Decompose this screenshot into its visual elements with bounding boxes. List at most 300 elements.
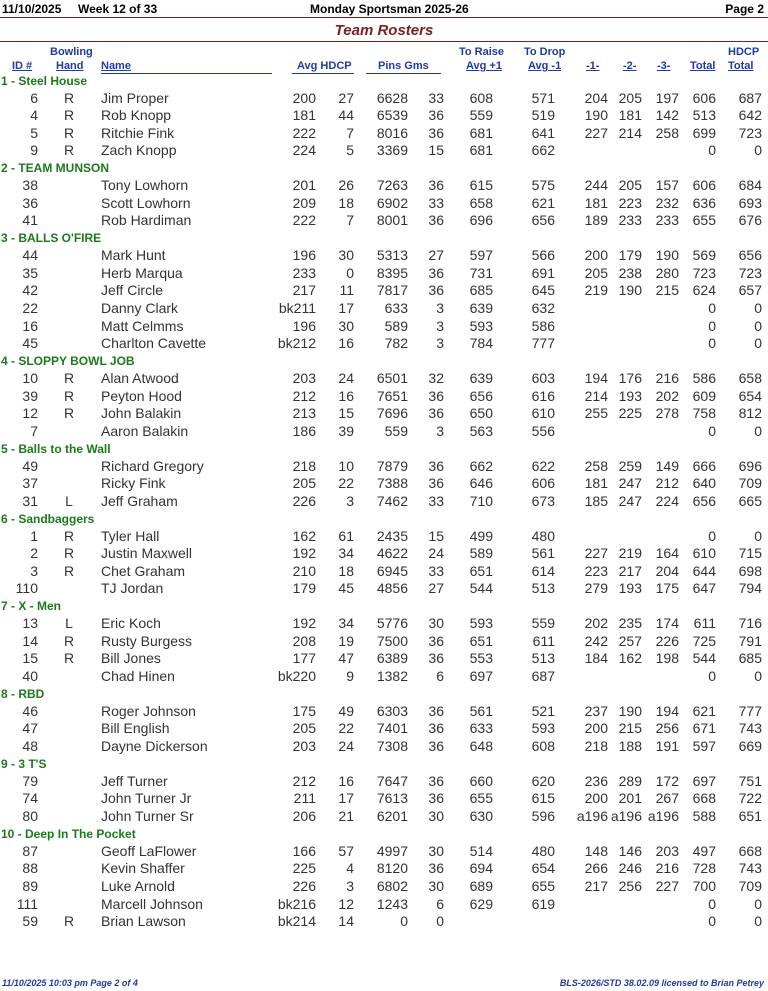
player-pins: 6201 — [376, 807, 408, 824]
player-pins: 5776 — [376, 615, 408, 632]
game-1-score: 255 — [584, 405, 608, 422]
player-id: 88 — [22, 860, 38, 877]
player-games: 36 — [428, 720, 444, 737]
handicap-total: 777 — [738, 702, 762, 719]
player-games: 15 — [428, 527, 444, 544]
player-pins: 3369 — [376, 142, 408, 159]
handicap-total: 656 — [738, 247, 762, 264]
player-id: 41 — [22, 212, 38, 229]
player-name: Ricky Fink — [101, 475, 166, 492]
game-1-score: 204 — [584, 89, 608, 106]
player-name: Scott Lowhorn — [101, 194, 191, 211]
player-row — [0, 843, 768, 861]
player-pins: 7263 — [376, 177, 408, 194]
player-row — [0, 212, 768, 230]
game-2-score: 247 — [618, 492, 642, 509]
game-2-score: 201 — [618, 790, 642, 807]
handicap-total: 687 — [738, 89, 762, 106]
player-handicap: 30 — [338, 247, 354, 264]
player-average: 206 — [292, 807, 316, 824]
to-raise-value: 597 — [469, 247, 493, 264]
col-avg-minus: Avg -1 — [528, 60, 562, 72]
team-header: 3 - BALLS O'FIRE — [1, 231, 102, 246]
player-name: Dayne Dickerson — [101, 738, 208, 754]
player-id: 40 — [22, 668, 38, 685]
player-average: 218 — [292, 457, 316, 474]
game-3-score: 174 — [655, 615, 679, 632]
player-average: 196 — [292, 247, 316, 264]
to-drop-value: 480 — [531, 527, 555, 544]
game-2-score: 246 — [618, 860, 642, 877]
player-pins: 7500 — [376, 632, 408, 649]
player-id: 110 — [15, 580, 38, 597]
player-row — [0, 177, 768, 195]
col-game-3: -3- — [657, 60, 671, 72]
player-games: 6 — [436, 895, 444, 912]
player-id: 48 — [22, 738, 38, 754]
player-row — [0, 265, 768, 283]
player-name: Rob Knopp — [101, 107, 172, 124]
series-total: 588 — [692, 807, 716, 824]
to-raise-value: 639 — [469, 300, 493, 316]
player-name: Zach Knopp — [101, 142, 177, 159]
player-handicap: 34 — [338, 615, 354, 632]
player-id: 39 — [22, 387, 38, 404]
game-2-score: 225 — [618, 405, 642, 422]
to-raise-value: 648 — [469, 738, 493, 754]
player-pins: 7308 — [376, 738, 408, 754]
player-handicap: 0 — [346, 264, 354, 281]
series-total: 636 — [692, 194, 716, 211]
to-raise-value: 563 — [469, 422, 493, 439]
to-raise-value: 646 — [469, 475, 493, 492]
series-total: 697 — [692, 772, 716, 789]
player-row — [0, 370, 768, 388]
player-row — [0, 703, 768, 721]
handicap-total: 651 — [738, 807, 762, 824]
game-1-score: 200 — [584, 247, 608, 264]
game-2-score: 176 — [618, 369, 642, 386]
player-games: 36 — [428, 860, 444, 877]
player-handicap: 3 — [346, 877, 354, 894]
series-total: 597 — [692, 738, 716, 754]
player-handicap: 9 — [346, 668, 354, 685]
to-raise-value: 696 — [469, 212, 493, 229]
player-average: 208 — [292, 632, 316, 649]
game-3-score: 164 — [655, 545, 679, 562]
series-total: 644 — [692, 562, 716, 579]
player-average: bk211 — [278, 300, 316, 316]
series-total: 723 — [692, 264, 716, 281]
player-pins: 6303 — [376, 702, 408, 719]
bowling-hand: R — [63, 387, 75, 404]
game-1-score: 244 — [584, 177, 608, 194]
player-handicap: 17 — [338, 790, 354, 807]
player-average: 162 — [292, 527, 316, 544]
player-name: Charlton Cavette — [101, 335, 207, 352]
player-pins: 8001 — [376, 212, 408, 229]
to-raise-value: 553 — [469, 650, 493, 667]
handicap-total: 684 — [738, 177, 762, 194]
to-raise-value: 561 — [469, 702, 493, 719]
handicap-total: 0 — [754, 300, 762, 316]
game-3-score: 203 — [655, 842, 679, 859]
game-2-score: 215 — [618, 720, 642, 737]
to-drop-value: 480 — [531, 842, 555, 859]
game-3-score: 278 — [655, 405, 679, 422]
player-handicap: 19 — [338, 632, 354, 649]
to-drop-value: 603 — [531, 369, 555, 386]
series-total: 606 — [692, 177, 716, 194]
series-total: 640 — [692, 475, 716, 492]
player-average: 186 — [292, 422, 316, 439]
player-name: Jim Proper — [101, 89, 169, 106]
game-3-score: 194 — [655, 702, 679, 719]
player-handicap: 24 — [338, 369, 354, 386]
to-raise-value: 608 — [469, 89, 493, 106]
bowling-hand: R — [63, 913, 75, 930]
player-row — [0, 282, 768, 300]
player-games: 36 — [428, 282, 444, 299]
player-pins: 7696 — [376, 405, 408, 422]
to-raise-value: 633 — [469, 720, 493, 737]
player-games: 36 — [428, 790, 444, 807]
series-total: 725 — [692, 632, 716, 649]
player-name: Jeff Turner — [101, 772, 168, 789]
player-handicap: 21 — [338, 807, 354, 824]
player-row — [0, 458, 768, 476]
bowling-hand: R — [63, 124, 75, 141]
team-header: 6 - Sandbaggers — [1, 511, 95, 526]
player-games: 0 — [436, 913, 444, 930]
player-id: 38 — [22, 177, 38, 194]
game-1-score: 236 — [584, 772, 608, 789]
team-header: 5 - Balls to the Wall — [1, 441, 111, 456]
player-row — [0, 808, 768, 826]
player-id: 3 — [30, 562, 38, 579]
player-name: Tony Lowhorn — [101, 177, 189, 194]
player-handicap: 5 — [346, 142, 354, 159]
to-raise-value: 694 — [469, 860, 493, 877]
player-average: 217 — [292, 282, 316, 299]
player-handicap: 18 — [338, 562, 354, 579]
handicap-total: 665 — [738, 492, 762, 509]
game-2-score: 193 — [618, 580, 642, 597]
game-1-score: 185 — [584, 492, 608, 509]
player-handicap: 47 — [338, 650, 354, 667]
col-pins-gms: Pins Gms — [378, 60, 429, 72]
player-games: 36 — [428, 475, 444, 492]
game-2-score: 247 — [618, 475, 642, 492]
player-average: 225 — [292, 860, 316, 877]
player-average: 222 — [292, 212, 316, 229]
player-name: Alan Atwood — [101, 369, 179, 386]
team-header: 4 - SLOPPY BOWL JOB — [1, 353, 135, 368]
player-average: 211 — [293, 790, 316, 807]
game-2-score: 223 — [618, 194, 642, 211]
game-3-score: 191 — [655, 738, 679, 754]
player-games: 3 — [436, 422, 444, 439]
player-name: John Turner Sr — [101, 807, 194, 824]
bowling-hand: R — [63, 405, 75, 422]
player-handicap: 16 — [338, 772, 354, 789]
player-pins: 4622 — [376, 545, 408, 562]
game-3-score: 227 — [655, 877, 679, 894]
handicap-total: 0 — [754, 527, 762, 544]
game-1-score: 184 — [584, 650, 608, 667]
player-average: 196 — [292, 317, 316, 334]
handicap-total: 0 — [754, 335, 762, 352]
handicap-total: 698 — [738, 562, 762, 579]
player-id: 59 — [22, 913, 38, 930]
player-handicap: 16 — [338, 335, 354, 352]
player-pins: 4997 — [376, 842, 408, 859]
series-total: 0 — [708, 913, 716, 930]
game-3-score: 258 — [655, 124, 679, 141]
player-average: 233 — [292, 264, 316, 281]
player-average: 203 — [292, 369, 316, 386]
to-drop-value: 561 — [531, 545, 555, 562]
game-1-score: 214 — [584, 387, 608, 404]
handicap-total: 715 — [738, 545, 762, 562]
handicap-total: 723 — [738, 264, 762, 281]
player-id: 14 — [22, 632, 38, 649]
col-avg-plus: Avg +1 — [466, 60, 502, 72]
player-handicap: 57 — [338, 842, 354, 859]
player-pins: 7647 — [376, 772, 408, 789]
player-average: 192 — [292, 545, 316, 562]
player-average: 166 — [292, 842, 316, 859]
to-drop-value: 615 — [531, 790, 555, 807]
header-rule — [0, 17, 768, 18]
to-raise-value: 499 — [469, 527, 493, 544]
player-row — [0, 388, 768, 406]
player-name: Bill Jones — [101, 650, 161, 667]
player-handicap: 34 — [338, 545, 354, 562]
player-handicap: 61 — [338, 527, 354, 544]
player-row — [0, 720, 768, 738]
to-drop-value: 777 — [531, 335, 555, 352]
bowling-hand: R — [63, 650, 75, 667]
player-games: 27 — [428, 580, 444, 597]
series-total: 569 — [692, 247, 716, 264]
game-2-score: 235 — [618, 615, 642, 632]
player-pins: 7462 — [376, 492, 408, 509]
to-drop-value: 611 — [532, 632, 555, 649]
game-1-score: 266 — [584, 860, 608, 877]
player-average: 200 — [292, 89, 316, 106]
player-id: 44 — [22, 247, 38, 264]
player-id: 7 — [30, 422, 38, 439]
game-3-score: 142 — [655, 107, 679, 124]
player-id: 35 — [22, 264, 38, 281]
player-name: Jeff Graham — [101, 492, 178, 509]
player-handicap: 30 — [338, 317, 354, 334]
col-hdcp: HDCP — [728, 46, 760, 58]
player-games: 24 — [428, 545, 444, 562]
bowling-hand: R — [63, 107, 75, 124]
series-total: 0 — [708, 335, 716, 352]
player-row — [0, 650, 768, 668]
to-drop-value: 559 — [531, 615, 555, 632]
game-2-score: 219 — [618, 545, 642, 562]
handicap-total: 791 — [738, 632, 762, 649]
player-handicap: 17 — [338, 300, 354, 316]
game-2-score: 205 — [618, 89, 642, 106]
series-total: 655 — [692, 212, 716, 229]
handicap-total: 658 — [738, 369, 762, 386]
player-id: 42 — [22, 282, 38, 299]
to-raise-value: 639 — [469, 369, 493, 386]
player-average: 213 — [292, 405, 316, 422]
to-drop-value: 620 — [531, 772, 555, 789]
game-2-score: 256 — [618, 877, 642, 894]
player-pins: 559 — [384, 422, 408, 439]
player-handicap: 14 — [338, 913, 354, 930]
game-3-score: 267 — [655, 790, 679, 807]
player-games: 33 — [428, 194, 444, 211]
player-name: Chad Hinen — [101, 668, 175, 685]
player-handicap: 27 — [338, 89, 354, 106]
to-drop-value: 566 — [531, 247, 555, 264]
to-raise-value: 658 — [469, 194, 493, 211]
player-games: 36 — [428, 387, 444, 404]
to-drop-value: 673 — [531, 492, 555, 509]
player-pins: 6389 — [376, 650, 408, 667]
player-average: 212 — [292, 387, 316, 404]
series-total: 656 — [692, 492, 716, 509]
player-name: Matt Celmms — [101, 317, 184, 334]
player-handicap: 16 — [338, 387, 354, 404]
game-3-score: 280 — [655, 264, 679, 281]
game-1-score: 223 — [584, 562, 608, 579]
player-average: 192 — [292, 615, 316, 632]
series-total: 700 — [692, 877, 716, 894]
series-total: 666 — [692, 457, 716, 474]
player-name: Rusty Burgess — [101, 632, 193, 649]
player-pins: 7613 — [376, 790, 408, 807]
series-total: 758 — [692, 405, 716, 422]
player-row — [0, 528, 768, 546]
col-id: ID # — [12, 60, 33, 72]
player-name: TJ Jordan — [101, 580, 164, 597]
game-2-score: a196 — [610, 807, 642, 824]
handicap-total: 0 — [754, 422, 762, 439]
player-games: 36 — [428, 405, 444, 422]
game-3-score: 202 — [655, 387, 679, 404]
player-name: Mark Hunt — [101, 247, 166, 264]
game-3-score: 233 — [655, 212, 679, 229]
player-row — [0, 335, 768, 353]
player-games: 36 — [428, 107, 444, 124]
player-handicap: 12 — [338, 895, 354, 912]
player-id: 9 — [30, 142, 38, 159]
to-drop-value: 593 — [531, 720, 555, 737]
player-average: 224 — [292, 142, 316, 159]
to-raise-value: 593 — [469, 615, 493, 632]
to-raise-value: 650 — [469, 405, 493, 422]
to-raise-value: 559 — [469, 107, 493, 124]
player-games: 3 — [436, 335, 444, 352]
player-id: 15 — [22, 650, 38, 667]
to-raise-value: 710 — [469, 492, 493, 509]
game-2-score: 193 — [618, 387, 642, 404]
player-row — [0, 423, 768, 441]
to-drop-value: 622 — [531, 457, 555, 474]
player-id: 111 — [16, 895, 38, 912]
player-handicap: 3 — [346, 492, 354, 509]
game-1-score: 200 — [584, 720, 608, 737]
series-total: 611 — [693, 615, 716, 632]
player-average: 201 — [292, 177, 316, 194]
handicap-total: 685 — [738, 650, 762, 667]
player-pins: 5313 — [376, 247, 408, 264]
to-raise-value: 662 — [469, 457, 493, 474]
game-3-score: 256 — [655, 720, 679, 737]
game-1-score: 217 — [584, 877, 608, 894]
series-total: 699 — [692, 124, 716, 141]
player-handicap: 10 — [338, 457, 354, 474]
player-average: 222 — [292, 124, 316, 141]
player-row — [0, 90, 768, 108]
player-pins: 6802 — [376, 877, 408, 894]
player-id: 36 — [22, 194, 38, 211]
name-underline — [101, 73, 272, 74]
player-handicap: 22 — [338, 720, 354, 737]
series-total: 0 — [708, 142, 716, 159]
player-name: Marcell Johnson — [101, 895, 203, 912]
handicap-total: 669 — [738, 738, 762, 754]
player-average: 203 — [292, 738, 316, 754]
pins-gms-underline — [366, 73, 441, 74]
player-pins: 2435 — [376, 527, 408, 544]
player-id: 16 — [22, 317, 38, 334]
handicap-total: 668 — [738, 842, 762, 859]
player-id: 80 — [22, 807, 38, 824]
player-average: 175 — [292, 702, 316, 719]
player-average: bk216 — [277, 895, 316, 912]
col-bowling: Bowling — [50, 46, 93, 58]
player-average: 226 — [292, 492, 316, 509]
player-id: 74 — [22, 790, 38, 807]
player-games: 30 — [428, 615, 444, 632]
player-average: 179 — [292, 580, 316, 597]
to-raise-value: 656 — [469, 387, 493, 404]
bowling-hand: R — [63, 562, 75, 579]
series-total: 0 — [708, 300, 716, 316]
to-drop-value: 521 — [531, 702, 555, 719]
player-games: 36 — [428, 457, 444, 474]
player-name: Brian Lawson — [101, 913, 186, 930]
player-row — [0, 633, 768, 651]
footer-license: BLS-2026/STD 38.02.09 licensed to Brian Petrey — [559, 978, 764, 988]
player-row — [0, 773, 768, 791]
game-1-score: 279 — [584, 580, 608, 597]
player-name: Aaron Balakin — [101, 422, 189, 439]
handicap-total: 696 — [738, 457, 762, 474]
player-id: 31 — [22, 492, 38, 509]
game-1-score: 148 — [584, 842, 608, 859]
game-2-score: 259 — [618, 457, 642, 474]
page-header — [0, 2, 768, 16]
to-raise-value: 615 — [469, 177, 493, 194]
game-1-score: 190 — [584, 107, 608, 124]
player-id: 47 — [22, 720, 38, 737]
to-raise-value: 629 — [469, 895, 493, 912]
to-raise-value: 697 — [469, 668, 493, 685]
footer-timestamp: 11/10/2025 10:03 pm Page 2 of 4 — [2, 978, 138, 988]
game-3-score: 216 — [655, 860, 679, 877]
